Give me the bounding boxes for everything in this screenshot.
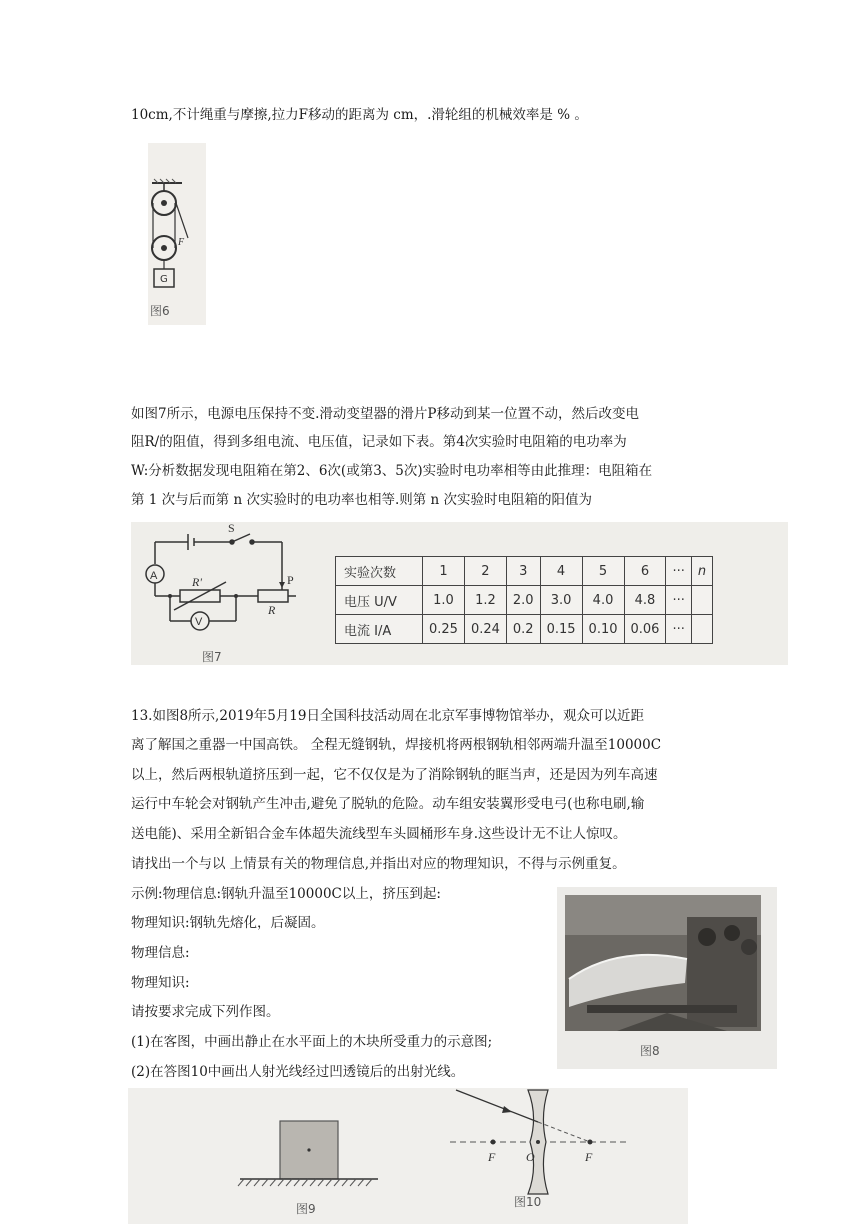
table-cell: n xyxy=(691,557,712,586)
table-cell: 4.0 xyxy=(582,586,624,615)
table-cell: 0.25 xyxy=(423,615,465,644)
slider-label: P xyxy=(287,573,294,587)
table-cell: 4 xyxy=(540,557,582,586)
table-cell: 0.24 xyxy=(464,615,506,644)
table-cell xyxy=(691,586,712,615)
figures-9-10-panel xyxy=(128,1088,688,1224)
rheostat-label: R' xyxy=(192,575,202,589)
table-cell: ··· xyxy=(666,557,691,586)
table-cell: ··· xyxy=(666,586,691,615)
q13-line-1: 13.如图8所示,2019年5月19日全国科技活动周在北京军事博物馆举办，观众可以近距 xyxy=(131,708,644,724)
table-row xyxy=(336,586,713,615)
q13-line-2: 离了解国之重器一中国高铁。 全程无缝钢轨，焊接机将两根钢轨相邻两端升温至10000C xyxy=(131,737,662,753)
weight-label: G xyxy=(160,274,168,285)
figure-7-circuit xyxy=(140,524,310,664)
pulley-question-text: 10cm,不计绳重与摩擦,拉力F移动的距离为 cm，.滑轮组的机械效率是 % 。 xyxy=(131,107,588,123)
table-cell: 0.06 xyxy=(624,615,666,644)
q13-line-4: 运行中车轮会对钢轨产生冲击,避免了脱轨的危险。动车组安装翼形受电弓(也称电刷,输 xyxy=(131,796,645,812)
table-cell: 5 xyxy=(582,557,624,586)
force-label: F xyxy=(178,237,185,248)
focal-point-left-label: F xyxy=(488,1150,496,1164)
figure-8-train-photo xyxy=(557,887,777,1069)
q13-line-5: 送电能)、采用全新铝合金车体超失流线型车头圆桶形车身.这些设计无不让人惊叹。 xyxy=(131,826,627,842)
table-cell: 电压 U/V xyxy=(336,586,423,615)
q13-answer-knowledge: 物理知识: xyxy=(131,975,190,991)
table-cell: 1 xyxy=(423,557,465,586)
q13-example-knowledge: 物理知识:钢轨先熔化，后凝固。 xyxy=(131,915,325,931)
table-cell: 实验次数 xyxy=(336,557,423,586)
table-cell: 电流 I/A xyxy=(336,615,423,644)
drawing-task-2: (2)在答图10中画出人射光线经过凹透镜后的出射光线。 xyxy=(131,1064,465,1080)
drawing-instruction: 请按要求完成下列作图。 xyxy=(131,1004,280,1020)
table-cell: 4.8 xyxy=(624,586,666,615)
resistor-question-line-2: 阻R/的阻值，得到多组电流、电压值，记录如下表。第4次实验时电阻箱的电功率为 xyxy=(131,434,627,450)
q13-line-6: 请找出一个与以 上情景有关的物理信息,并指出对应的物理知识，不得与示例重复。 xyxy=(131,856,626,872)
table-cell: 2.0 xyxy=(506,586,540,615)
table-cell xyxy=(691,615,712,644)
q13-example-info: 示例:物理信息:钢轨升温至10000C以上，挤压到起: xyxy=(131,886,441,902)
table-cell: 1.0 xyxy=(423,586,465,615)
drawing-task-1: (1)在客图，中画出静止在水平面上的木块所受重力的示意图; xyxy=(131,1034,493,1050)
table-cell: 2 xyxy=(464,557,506,586)
table-cell: 1.2 xyxy=(464,586,506,615)
table-cell: 3 xyxy=(506,557,540,586)
figure-6-pulley xyxy=(148,143,206,325)
table-header-row xyxy=(336,557,713,586)
q13-answer-info: 物理信息: xyxy=(131,945,190,961)
q13-line-3: 以上，然后两根轨道挤压到一起，它不仅仅是为了消除钢轨的眶当声，还是因为列车高速 xyxy=(131,767,658,783)
table-cell: 0.15 xyxy=(540,615,582,644)
figure-9-caption: 图9 xyxy=(296,1202,316,1216)
voltmeter-label: V xyxy=(195,616,203,628)
resistor-label: R xyxy=(268,603,276,617)
resistor-question-line-1: 如图7所示，电源电压保持不变.滑动变望器的滑片P移动到某一位置不动，然后改变电 xyxy=(131,406,639,422)
table-row xyxy=(336,615,713,644)
optical-center-label: O xyxy=(526,1150,535,1164)
switch-label: S xyxy=(228,524,235,535)
figure-6-caption: 图6 xyxy=(150,304,170,318)
figure-10-caption: 图10 xyxy=(514,1195,542,1209)
table-cell: 6 xyxy=(624,557,666,586)
experiment-data-table xyxy=(335,556,713,644)
resistor-question-line-3: W:分析数据发现电阻箱在第2、6次(或第3、5次)实验时电功率相等由此推理：电阻箱在 xyxy=(131,463,653,479)
resistor-question-line-4: 第 1 次与后而第 n 次实验时的电功率也相等.则第 n 次实验时电阻箱的阳值为 xyxy=(131,492,593,508)
table-cell: 0.2 xyxy=(506,615,540,644)
figure-7-caption: 图7 xyxy=(202,650,222,664)
figure-8-caption: 图8 xyxy=(640,1044,660,1058)
ammeter-label: A xyxy=(150,570,158,582)
table-cell: 3.0 xyxy=(540,586,582,615)
focal-point-right-label: F xyxy=(585,1150,593,1164)
table-cell: ··· xyxy=(666,615,691,644)
table-cell: 0.10 xyxy=(582,615,624,644)
